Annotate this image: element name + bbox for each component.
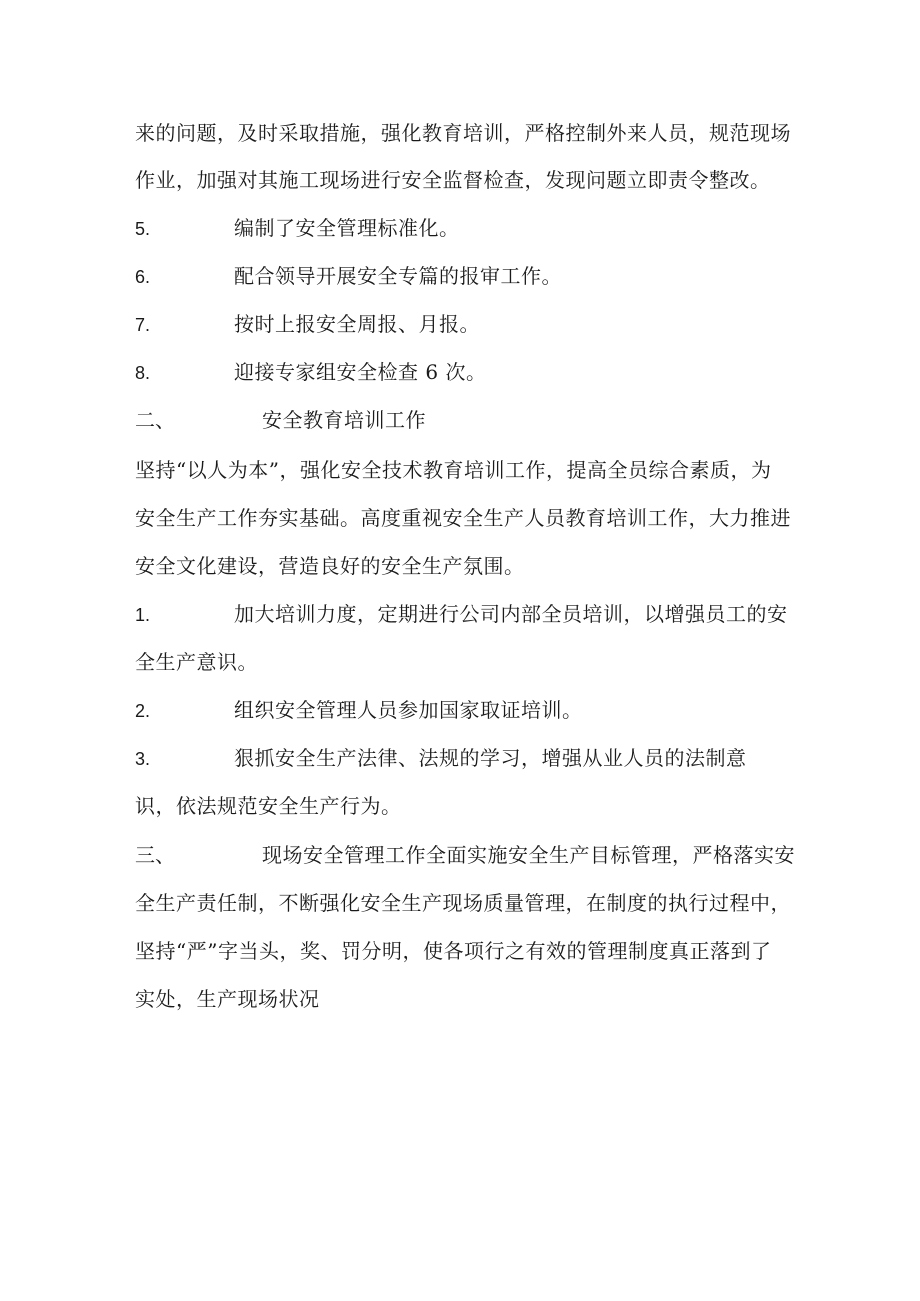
item-5-number: 5. [135, 219, 151, 239]
section-2-item-3-number: 3. [135, 749, 151, 769]
item-5-text: 编制了安全管理标准化。 [234, 216, 460, 240]
section-2-item-2-number: 2. [135, 701, 151, 721]
section-3-number: 三、 [135, 843, 175, 867]
item-8-text: 迎接专家组安全检查 6 次。 [234, 360, 487, 384]
section-2-number: 二、 [135, 408, 175, 432]
section-3-line-3: 坚持“严”字当头，奖、罚分明，使各项行之有效的管理制度真正落到了 [135, 939, 772, 963]
item-7-number: 7. [135, 315, 151, 335]
section-3-first-line: 现场安全管理工作全面实施安全生产目标管理，严格落实安 [262, 843, 795, 867]
section-3-line-4: 实处，生产现场状况 [135, 987, 320, 1011]
item-8-number: 8. [135, 363, 151, 383]
section-2-paragraph-line-2: 安全生产工作夯实基础。高度重视安全生产人员教育培训工作，大力推进 [135, 506, 791, 530]
section-2-title: 安全教育培训工作 [262, 408, 426, 432]
section-2-item-1-text: 加大培训力度，定期进行公司内部全员培训，以增强员工的安 [234, 602, 788, 626]
section-3-line-2: 全生产责任制，不断强化安全生产现场质量管理，在制度的执行过程中， [135, 891, 791, 915]
section-2-item-1-number: 1. [135, 605, 151, 625]
section-2-item-1-continuation: 全生产意识。 [135, 650, 258, 674]
section-2-paragraph-line-1: 坚持“以人为本”，强化安全技术教育培训工作，提高全员综合素质，为 [135, 458, 772, 482]
item-6-text: 配合领导开展安全专篇的报审工作。 [234, 264, 562, 288]
item-7-text: 按时上报安全周报、月报。 [234, 312, 480, 336]
section-2-item-2-text: 组织安全管理人员参加国家取证培训。 [234, 698, 583, 722]
section-2-paragraph-line-3: 安全文化建设，营造良好的安全生产氛围。 [135, 554, 525, 578]
intro-line-2: 作业，加强对其施工现场进行安全监督检查，发现问题立即责令整改。 [135, 168, 771, 192]
section-2-item-3-continuation: 识，依法规范安全生产行为。 [135, 794, 402, 818]
item-6-number: 6. [135, 267, 151, 287]
section-2-item-3-text: 狠抓安全生产法律、法规的学习，增强从业人员的法制意 [234, 746, 747, 770]
intro-line-1: 来的问题，及时采取措施，强化教育培训，严格控制外来人员，规范现场 [135, 121, 791, 145]
